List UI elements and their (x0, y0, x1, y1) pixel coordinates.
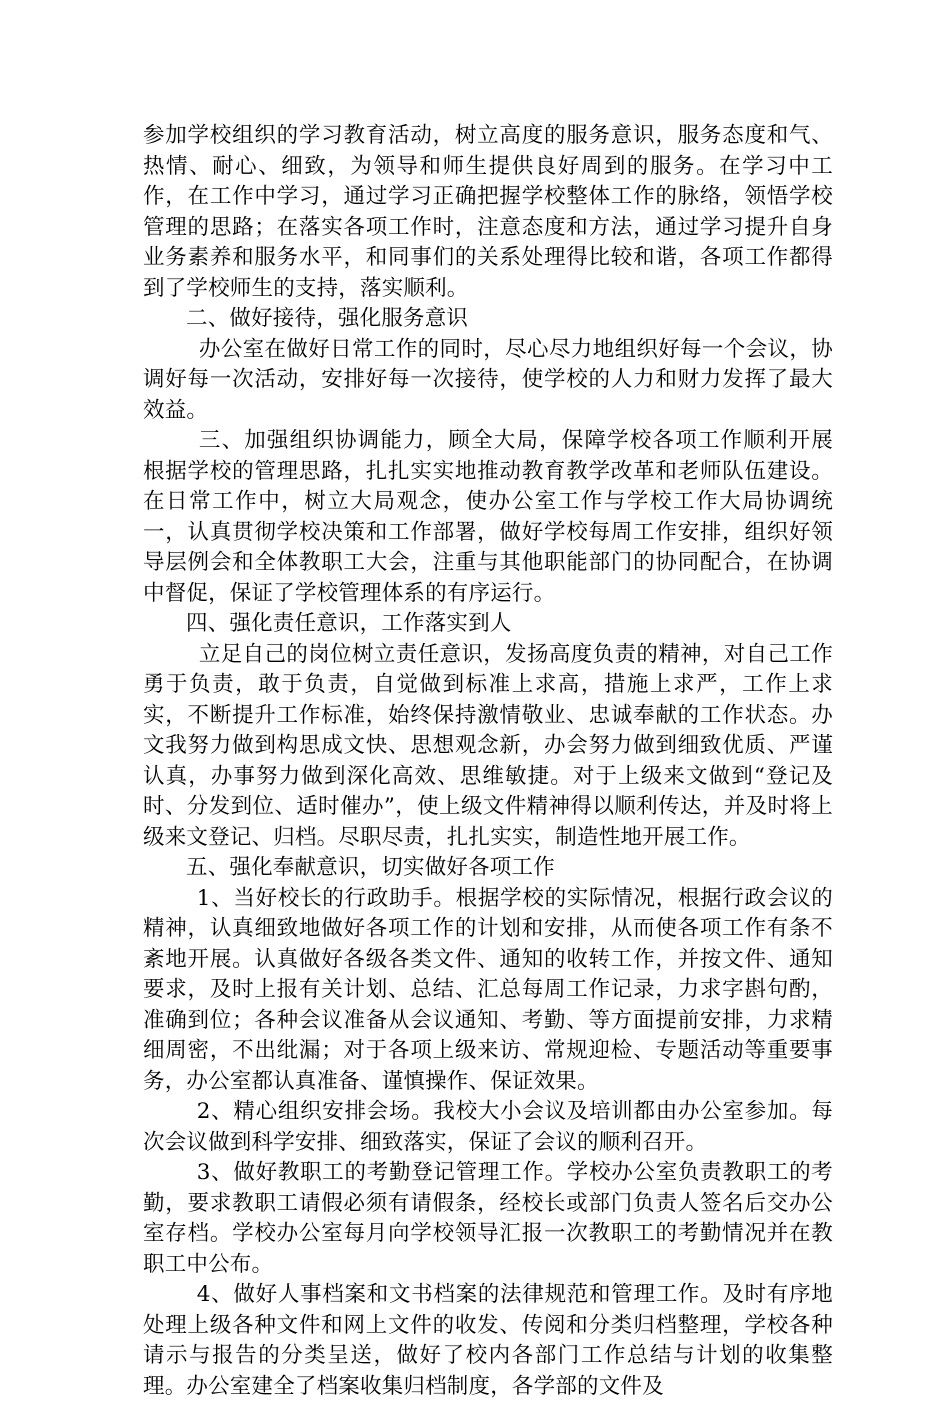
paragraph-item-1: 1、当好校长的行政助手。根据学校的实际情况，根据行政会议的精神，认真细致地做好各项工作的计划和安排，从而使各项工作有条不紊地开展。认真做好各级各类文件、通知的收转工作，并按文件、通知要求，及时上报有关计划、总结、汇总每周工作记录，力求字斟句酌，准确到位；各种会议准备从会议通知、考勤、等方面提前安排，力求精细周密，不出纰漏；对于各项上级来访、常规迎检、专题活动等重要事务，办公室都认真准备、谨慎操作、保证效果。 (143, 885, 833, 1094)
paragraph-item-4: 4、做好人事档案和文书档案的法律规范和管理工作。及时有序地处理上级各种文件和网上文件的收发、传阅和分类归档整理，学校各种请示与报告的分类呈送，做好了校内各部门工作总结与计划的收集整理。办公室建全了档案收集归档制度，各学部的文件及 (143, 1282, 833, 1399)
document-body (143, 121, 833, 1402)
heading-dedication: 五、强化奉献意识，切实做好各项工作 (186, 855, 555, 880)
paragraph-item-3: 3、做好教职工的考勤登记管理工作。学校办公室负责教职工的考勤，要求教职工请假必须有请假条，经校长或部门负责人签名后交办公室存档。学校办公室每月向学校领导汇报一次教职工的考勤情况并在教职工中公布。 (143, 1160, 833, 1277)
paragraph-intro: 参加学校组织的学习教育活动，树立高度的服务意识，服务态度和气、热情、耐心、细致，为领导和师生提供良好周到的服务。在学习中工作，在工作中学习，通过学习正确把握学校整体工作的脉络，领悟学校管理的思路；在落实各项工作时，注意态度和方法，通过学习提升自身业务素养和服务水平，和同事们的关系处理得比较和谐，各项工作都得到了学校师生的支持，落实顺利。 (143, 123, 833, 301)
paragraph-item-2: 2、精心组织安排会场。我校大小会议及培训都由办公室参加。每次会议做到科学安排、细致落实，保证了会议的顺利召开。 (143, 1099, 833, 1155)
paragraph-responsibility: 立足自己的岗位树立责任意识，发扬高度负责的精神，对自己工作勇于负责，敢于负责，自觉做到标准上求高，措施上求严，工作上求实，不断提升工作标准，始终保持激情敬业、忠诚奉献的工作状态。办文我努力做到构思成文快、思想观念新，办会努力做到细致优质、严谨认真，办事努力做到深化高效、思维敏捷。对于上级来文做到“登记及时、分发到位、适时催办”，使上级文件精神得以顺利传达，并及时将上级来文登记、归档。尽职尽责，扎扎实实，制造性地开展工作。 (143, 641, 833, 850)
paragraph-reception: 办公室在做好日常工作的同时，尽心尽力地组织好每一个会议，协调好每一次活动，安排好每一次接待，使学校的人力和财力发挥了最大效益。 (143, 336, 833, 423)
heading-reception: 二、做好接待，强化服务意识 (186, 306, 469, 331)
heading-responsibility: 四、强化责任意识，工作落实到人 (186, 611, 512, 636)
paragraph-coordination: 三、加强组织协调能力，顾全大局，保障学校各项工作顺利开展 根据学校的管理思路，扎扎实实地推动教育教学改革和老师队伍建设。在日常工作中，树立大局观念，使办公室工作与学校工作大局协调统一，认真贯彻学校决策和工作部署，做好学校每周工作安排，组织好领导层例会和全体教职工大会，注重与其他职能部门的协同配合，在协调中督促，保证了学校管理体系的有序运行。 (143, 428, 833, 606)
